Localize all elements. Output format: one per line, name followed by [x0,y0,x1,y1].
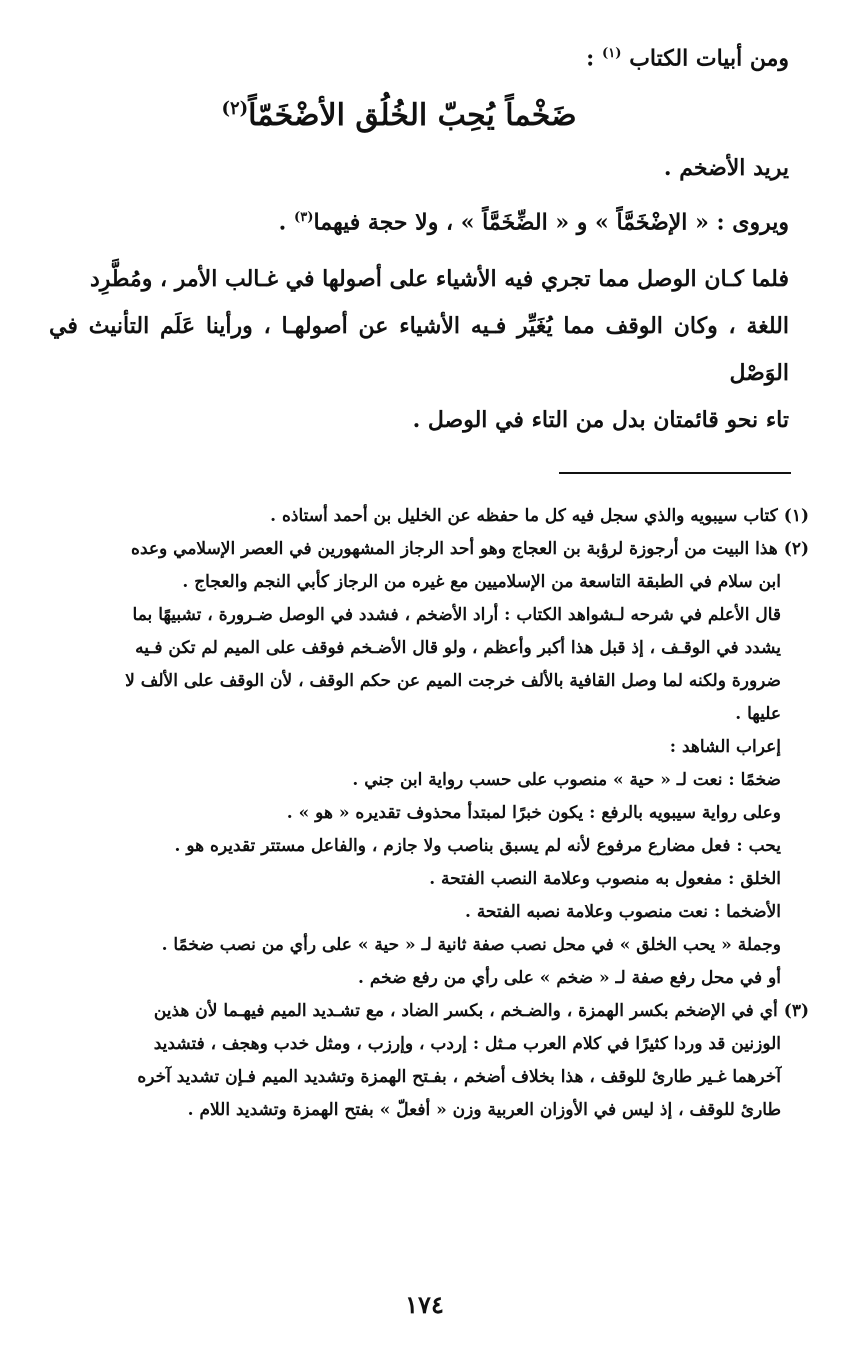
footnote-line: طارئ للوقف ، إذ ليس في الأوزان العربية وزن « أفعلّ » بفتح الهمزة وتشديد اللام . [187,1100,781,1120]
footnote-line: يحب : فعل مضارع مرفوع لأنه لم يسبق بناصب ولا جازم ، والفاعل مستتر تقديره هو . [174,836,781,856]
main-text [49,30,789,444]
footnote-ref-2: (٢) [221,98,249,120]
line2-period: . [278,209,287,236]
paragraph-line: تاء نحو قائمتان بدل من التاء في الوصل . [412,406,789,433]
footnote-line: عليها . [735,704,781,724]
footnote-3 [34,995,809,1127]
footnote-line: وجملة « يحب الخلق » في محل نصب صفة ثانية لـ « حية » على رأي من نصب ضخمًا . [161,935,781,955]
footnote-first-line [34,995,809,1028]
footnote-separator [559,472,791,474]
footnote-line: الوزنين قد وردا كثيرًا في كلام العرب مـثل : إردب ، وإرزب ، ومثل خدب وهجف ، فتشديد [153,1034,781,1054]
footnote-line: آخرهما غـير طارئ للوقف ، هذا بخلاف أضخم ، بفـتح الهمزة وتشديد الميم فـإن تشديد آخره [137,1067,781,1087]
text-line-2 [49,193,789,247]
footnote-first-line [34,533,809,566]
footnote-number: (١) [783,506,809,526]
footnote-line: ابن سلام في الطبقة التاسعة من الإسلاميين مع غيره من الرجاز كأبي النجم والعجاج . [182,572,781,592]
footnote-heading: إعراب الشاهد : [669,737,781,757]
poetry-verse [49,82,789,143]
verse-text: ضَخْماً يُحِبّ الخُلُق الأضْخَمّاً [248,98,577,134]
footnote-line: يشدد في الوقـف ، إذ قبل هذا أكبر وأعظم ، ولو قال الأضـخم فوقف على الميم لم تكن فـيه [135,638,781,658]
variant-readings: ويروى : « الإضْخَمَّاً » و « الضِّخَمَّاً » ، ولا حجة فيهما [313,209,789,236]
page-number: ١٧٤ [405,1290,444,1319]
footnote-2 [34,533,809,995]
footnote-line: ضرورة ولكنه لما وصل القافية بالألف خرجت الميم عن حكم الوقف ، لأن الوقف على الألف لا [125,671,781,691]
intro-line [49,30,789,82]
footnote-line: أو في محل رفع صفة لـ « ضخم » على رأي من رفع ضخم . [358,968,781,988]
footnote-text: كتاب سيبويه والذي سجل فيه كل ما حفظه عن الخليل بن أحمد أستاذه . [270,506,778,526]
footnote-line: ضخمًا : نعت لـ « حية » منصوب على حسب رواية ابن جني . [352,770,781,790]
text-line-1: يريد الأضخم . [663,155,789,182]
intro-colon: : [586,45,595,72]
footnote-number: (٢) [783,539,809,559]
paragraph-line: فلما كـان الوصل مما تجري فيه الأشياء على أصولها في غـالب الأمر ، ومُطَّرِد [89,265,789,292]
footnote-ref-1: (١) [601,46,622,61]
footnote-line: الخلق : مفعول به منصوب وعلامة النصب الفتحة . [429,869,781,889]
intro-text: ومن أبيات الكتاب [629,45,789,72]
body-paragraph [49,256,789,444]
footnote-line: قال الأعلم في شرحه لـشواهد الكتاب : أراد الأضخم ، فشدد في الوصل ضـرورة ، تشبيهًا بما [132,605,781,625]
footnote-text: أي في الإضخم بكسر الهمزة ، والضـخم ، بكسر الضاد ، مع تشـديد الميم فيهـما لأن هذين [153,1001,778,1021]
footnote-number: (٣) [783,1001,809,1021]
footnote-text: هذا البيت من أرجوزة لرؤبة بن العجاج وهو أحد الرجاز المشهورين في العصر الإسلامي وعده [131,539,778,559]
footnote-1 [34,500,809,533]
footnote-line: وعلى رواية سيبويه بالرفع : يكون خبرًا لمبتدأ محذوف تقديره « هو » . [286,803,781,823]
footnote-line: الأضخما : نعت منصوب وعلامة نصبه الفتحة . [464,902,781,922]
footnotes [34,500,809,1127]
paragraph-line: اللغة ، وكان الوقف مما يُغَيِّر فـيه الأشياء عن أصولهـا ، ورأينا عَلَم التأنيث في الوَصْل [49,312,789,386]
footnote-ref-3: (٣) [293,210,314,226]
